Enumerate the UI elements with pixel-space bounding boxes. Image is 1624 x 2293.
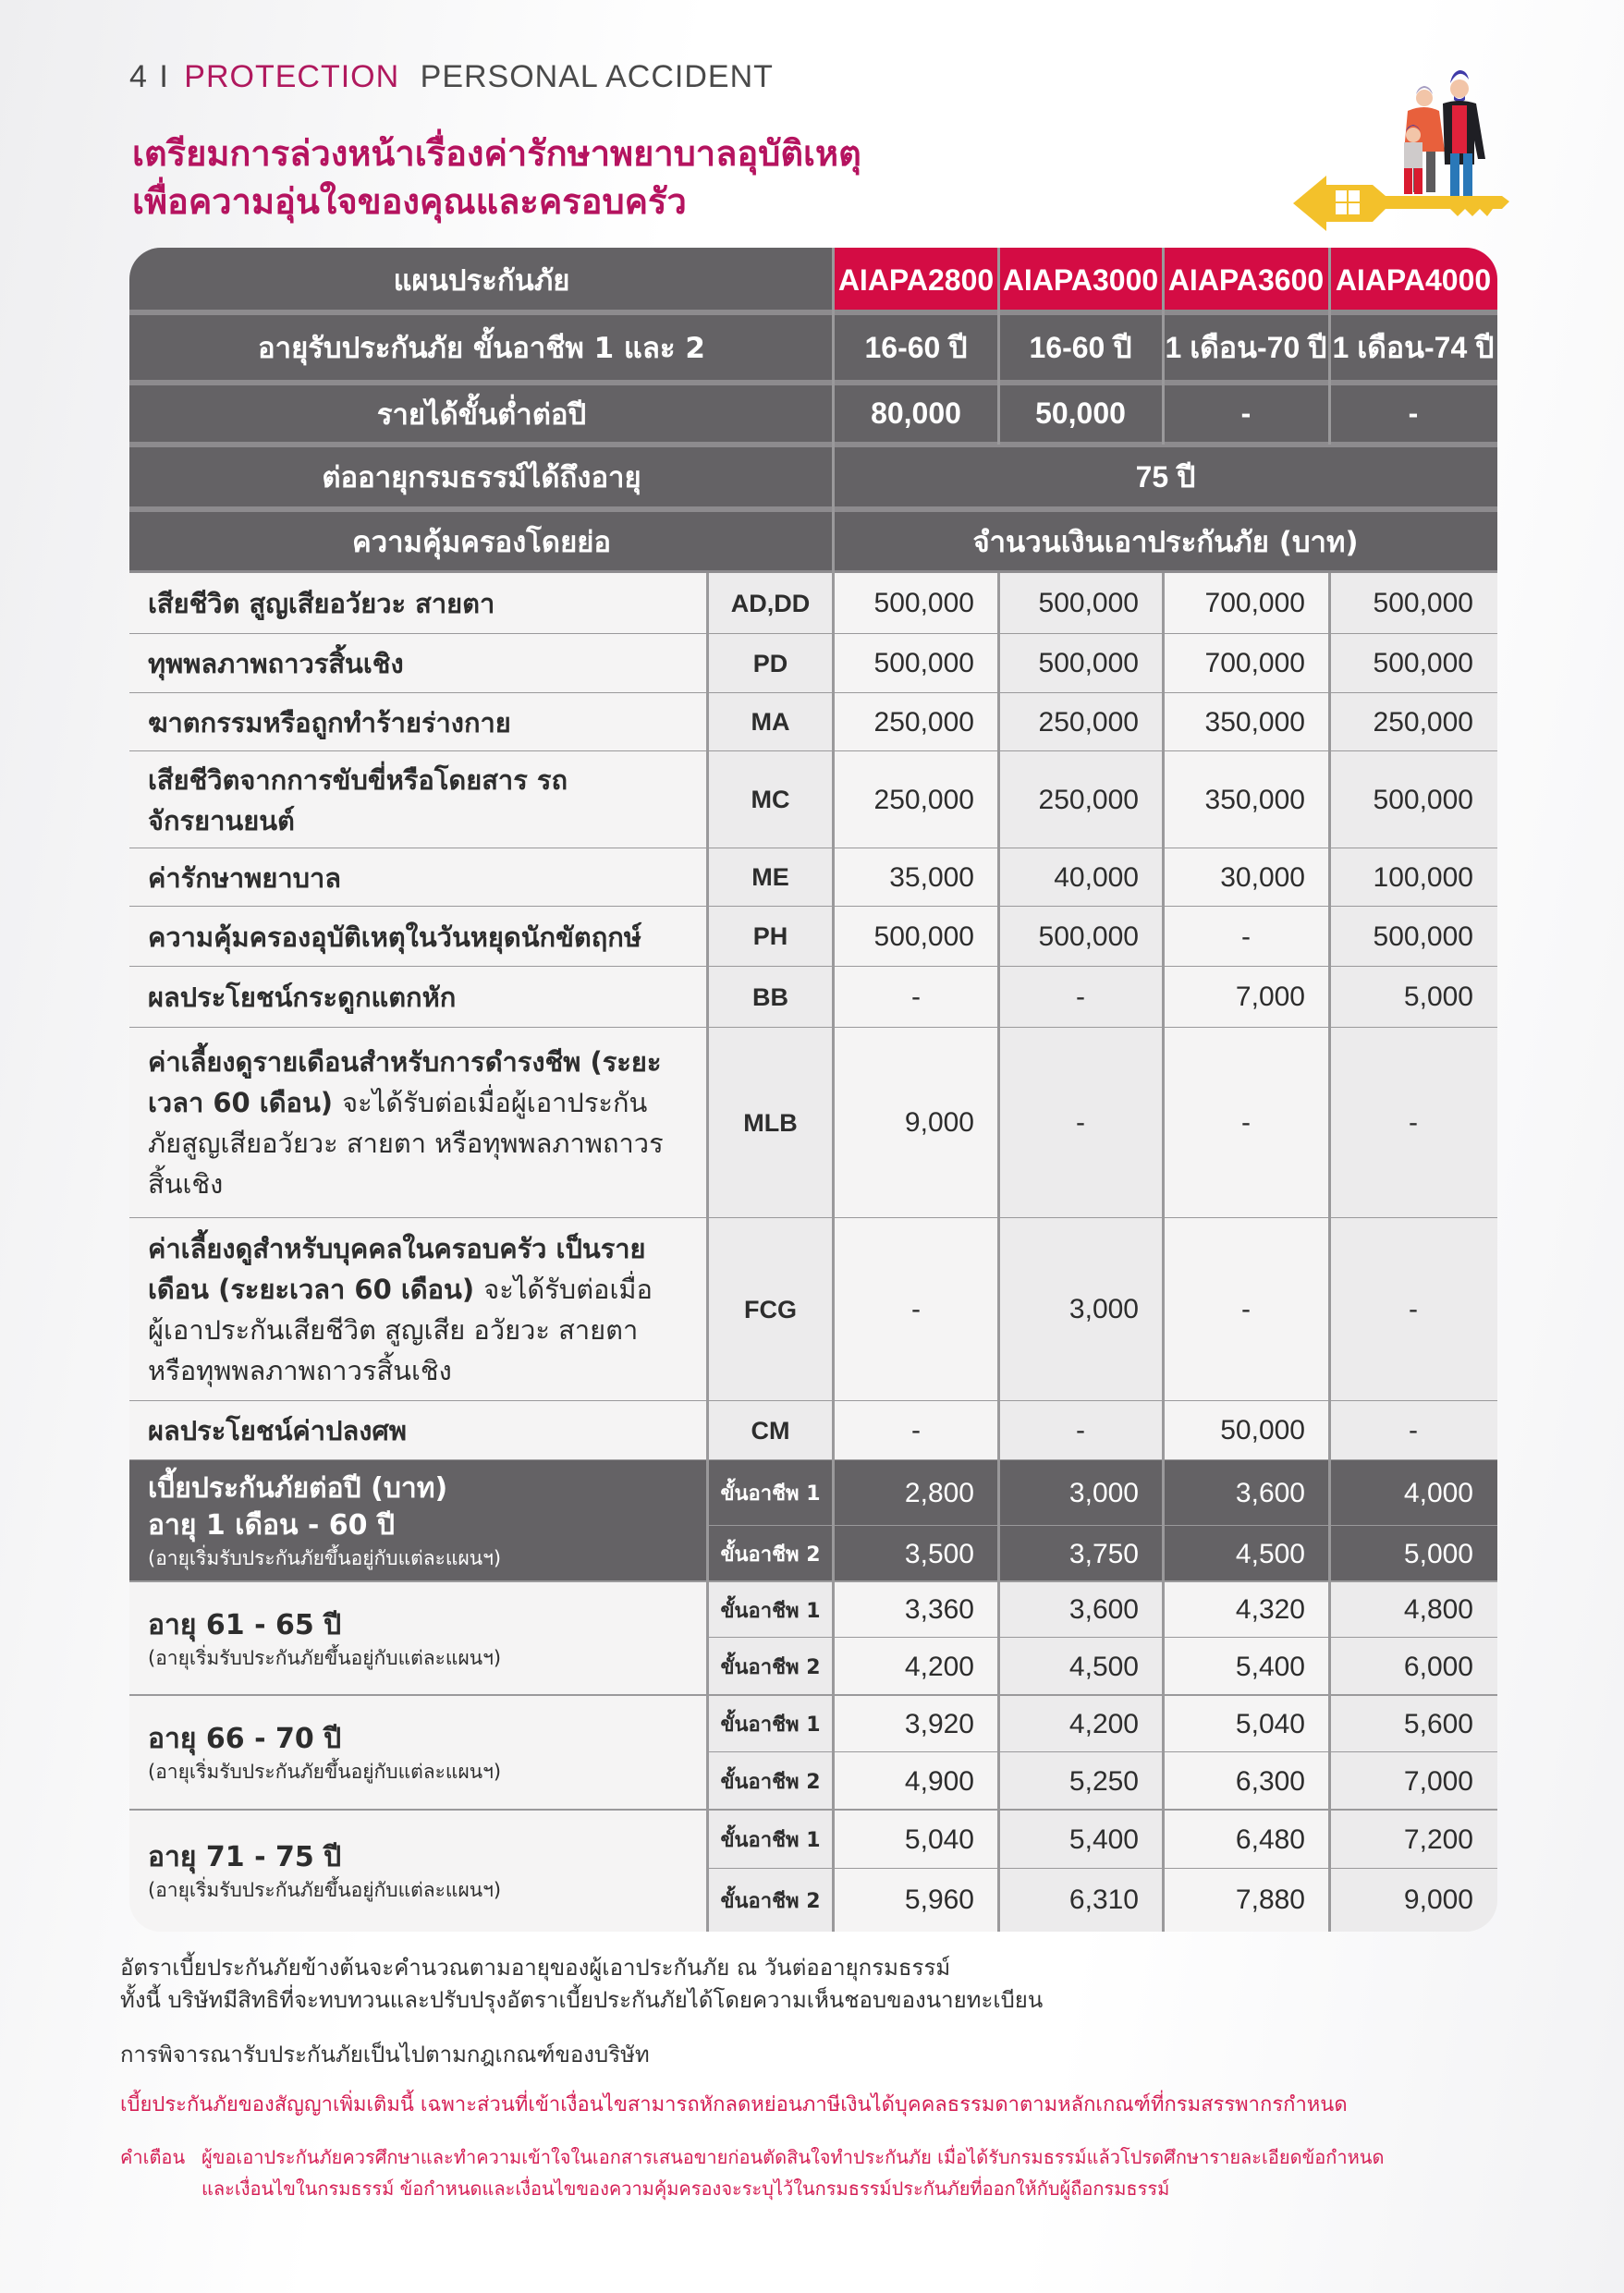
column-divider bbox=[997, 573, 1000, 1460]
premium-value: 3,750 bbox=[998, 1526, 1163, 1582]
benefit-title: ค่ารักษาพยาบาล bbox=[148, 861, 342, 894]
occupation-class: ขั้นอาชีพ 1 bbox=[707, 1811, 834, 1869]
entry-age-value: 16-60 ปี bbox=[998, 312, 1163, 383]
premium-age-range: อายุ 66 - 70 ปี bbox=[148, 1723, 342, 1755]
premium-value: 5,960 bbox=[834, 1869, 998, 1932]
premium-value: 4,200 bbox=[998, 1696, 1163, 1752]
benefit-title: ผลประโยชน์กระดูกแตกหัก bbox=[148, 982, 457, 1013]
premium-value: 5,040 bbox=[1163, 1696, 1329, 1752]
benefit-value: 250,000 bbox=[834, 751, 998, 848]
occupation-class: ขั้นอาชีพ 1 bbox=[707, 1460, 834, 1526]
premium-age-group bbox=[129, 1460, 707, 1582]
benefit-condition: จะได้รับต่อเมื่อผู้เอาประกันภัยสูญเสียอวัยวะ สายตา หรือทุพพลภาพถาวรสิ้นเชิง bbox=[148, 1087, 664, 1200]
benefit-label bbox=[129, 1028, 707, 1218]
benefit-title: เสียชีวิตจากการขับขี่หรือโดยสาร รถจักรยานยนต์ bbox=[148, 763, 568, 836]
premium-value: 4,200 bbox=[834, 1638, 998, 1696]
renewal-age-label: ต่ออายุกรมธรรม์ได้ถึงอายุ bbox=[129, 445, 834, 509]
premium-age-range: อายุ 1 เดือน - 60 ปี bbox=[148, 1509, 396, 1542]
benefit-title: เสียชีวิต สูญเสียอวัยวะ สายตา bbox=[148, 588, 495, 619]
benefit-label bbox=[129, 848, 707, 907]
premium-value: 4,900 bbox=[834, 1752, 998, 1811]
column-divider bbox=[706, 573, 709, 1460]
benefit-value: 9,000 bbox=[834, 1028, 998, 1218]
premium-value: 3,920 bbox=[834, 1696, 998, 1752]
benefit-value: 250,000 bbox=[1329, 693, 1497, 751]
key-icon bbox=[1293, 176, 1509, 231]
benefit-value: 35,000 bbox=[834, 848, 998, 907]
renewal-age-value: 75 ปี bbox=[834, 445, 1497, 509]
warning-label: คำเตือน bbox=[120, 2146, 186, 2168]
benefit-value: - bbox=[1329, 1401, 1497, 1460]
benefit-value: 500,000 bbox=[1329, 573, 1497, 634]
benefit-label bbox=[129, 573, 707, 634]
benefit-value: 40,000 bbox=[998, 848, 1163, 907]
benefit-value: 500,000 bbox=[834, 907, 998, 967]
premium-age-range: อายุ 71 - 75 ปี bbox=[148, 1840, 342, 1873]
benefit-label bbox=[129, 907, 707, 967]
column-divider bbox=[997, 1460, 1000, 1932]
premium-age-note: (อายุเริ่มรับประกันภัยขึ้นอยู่กับแต่ละแผนฯ) bbox=[148, 1547, 502, 1569]
premium-age-group bbox=[129, 1696, 707, 1811]
min-income-value: 80,000 bbox=[834, 383, 998, 445]
column-divider bbox=[1328, 1460, 1331, 1932]
row-divider bbox=[129, 380, 1497, 385]
premium-value: 4,500 bbox=[998, 1638, 1163, 1696]
benefit-value: - bbox=[834, 1218, 998, 1401]
premium-age-group bbox=[129, 1811, 707, 1932]
column-divider bbox=[706, 1460, 709, 1932]
benefit-value: 700,000 bbox=[1163, 634, 1329, 693]
benefit-title: ค่าเลี้ยงดูรายเดือนสำหรับการดำรงชีพ (ระยะเวลา 60 เดือน) bbox=[148, 1046, 662, 1118]
benefit-value: 7,000 bbox=[1163, 967, 1329, 1028]
sum-insured-label: จำนวนเงินเอาประกันภัย (บาท) bbox=[834, 509, 1497, 573]
benefit-value: 500,000 bbox=[998, 573, 1163, 634]
benefit-code: AD,DD bbox=[707, 573, 834, 634]
plan-name-aiapa4000: AIAPA4000 bbox=[1329, 248, 1497, 312]
premium-value: 4,500 bbox=[1163, 1526, 1329, 1582]
benefit-value: - bbox=[1163, 907, 1329, 967]
occupation-class: ขั้นอาชีพ 2 bbox=[707, 1638, 834, 1696]
premium-value: 5,400 bbox=[998, 1811, 1163, 1869]
benefit-value: - bbox=[998, 1028, 1163, 1218]
benefit-value: - bbox=[1163, 1028, 1329, 1218]
plan-name-aiapa3000: AIAPA3000 bbox=[998, 248, 1163, 312]
note-premium-calculation: อัตราเบี้ยประกันภัยข้างต้นจะคำนวณตามอายุของผู้เอาประกันภัย ณ วันต่ออายุกรมธรรม์ bbox=[120, 1955, 951, 1981]
headline-line-2: เพื่อความอุ่นใจของคุณและครอบครัว bbox=[132, 181, 687, 222]
min-income-value: 50,000 bbox=[998, 383, 1163, 445]
premium-value: 6,300 bbox=[1163, 1752, 1329, 1811]
benefit-value: 350,000 bbox=[1163, 751, 1329, 848]
premium-age-note: (อายุเริ่มรับประกันภัยขึ้นอยู่กับแต่ละแผนฯ) bbox=[148, 1761, 502, 1783]
benefit-code: MLB bbox=[707, 1028, 834, 1218]
entry-age-value: 1 เดือน-74 ปี bbox=[1329, 312, 1497, 383]
benefit-value: - bbox=[1329, 1218, 1497, 1401]
premium-value: 5,250 bbox=[998, 1752, 1163, 1811]
benefit-title: ผลประโยชน์ค่าปลงศพ bbox=[148, 1415, 407, 1446]
benefit-title: ฆาตกรรมหรือถูกทำร้ายร่างกาย bbox=[148, 706, 511, 738]
benefit-code: CM bbox=[707, 1401, 834, 1460]
benefit-value: 3,000 bbox=[998, 1218, 1163, 1401]
benefit-value: 5,000 bbox=[1329, 967, 1497, 1028]
entry-age-value: 1 เดือน-70 ปี bbox=[1163, 312, 1329, 383]
warning-line-2: และเงื่อนไขในกรมธรรม์ ข้อกำหนดและเงื่อนไขของความคุ้มครองจะระบุไว้ในกรมธรรม์ประกันภัยที่ออกให้กับผู้ถือกรมธรรม์ bbox=[201, 2177, 1170, 2200]
father-figure bbox=[1443, 70, 1485, 196]
benefit-condition: จะได้รับต่อเมื่อผู้เอาประกันเสียชีวิต สูญเสีย อวัยวะ สายตา หรือทุพพลภาพถาวรสิ้นเชิง bbox=[148, 1274, 653, 1386]
occupation-class: ขั้นอาชีพ 2 bbox=[707, 1869, 834, 1932]
premium-value: 7,200 bbox=[1329, 1811, 1497, 1869]
premium-value: 9,000 bbox=[1329, 1869, 1497, 1932]
benefit-code: FCG bbox=[707, 1218, 834, 1401]
headline-line-1: เตรียมการล่วงหน้าเรื่องค่ารักษาพยาบาลอุบัติเหตุ bbox=[132, 133, 861, 174]
occupation-class: ขั้นอาชีพ 2 bbox=[707, 1526, 834, 1582]
premium-value: 4,000 bbox=[1329, 1460, 1497, 1526]
column-divider bbox=[997, 248, 1000, 445]
row-divider bbox=[129, 310, 1497, 315]
column-divider bbox=[1328, 573, 1331, 1460]
column-divider bbox=[832, 248, 835, 573]
column-divider bbox=[1162, 573, 1165, 1460]
benefit-value: 100,000 bbox=[1329, 848, 1497, 907]
premium-title: เบี้ยประกันภัยต่อปี (บาท) bbox=[148, 1472, 448, 1505]
benefit-value: - bbox=[998, 967, 1163, 1028]
header-separator: I bbox=[159, 59, 169, 94]
column-divider bbox=[1162, 248, 1165, 445]
row-divider bbox=[129, 442, 1497, 447]
subsection-title: PERSONAL ACCIDENT bbox=[420, 59, 774, 94]
premium-value: 4,800 bbox=[1329, 1582, 1497, 1638]
benefit-label bbox=[129, 751, 707, 848]
benefit-value: - bbox=[834, 967, 998, 1028]
premium-value: 6,000 bbox=[1329, 1638, 1497, 1696]
benefit-code: MA bbox=[707, 693, 834, 751]
benefit-title: ความคุ้มครองอุบัติเหตุในวันหยุดนักขัตฤกษ์ bbox=[148, 921, 641, 953]
premium-value: 4,320 bbox=[1163, 1582, 1329, 1638]
benefit-value: 700,000 bbox=[1163, 573, 1329, 634]
benefit-label bbox=[129, 1218, 707, 1401]
benefit-code: BB bbox=[707, 967, 834, 1028]
benefit-value: 500,000 bbox=[1329, 907, 1497, 967]
benefit-code: PH bbox=[707, 907, 834, 967]
entry-age-label: อายุรับประกันภัย ขั้นอาชีพ 1 และ 2 bbox=[129, 312, 834, 383]
min-income-value: - bbox=[1163, 383, 1329, 445]
premium-value: 5,600 bbox=[1329, 1696, 1497, 1752]
premium-value: 5,000 bbox=[1329, 1526, 1497, 1582]
row-divider bbox=[129, 506, 1497, 512]
premium-value: 7,000 bbox=[1329, 1752, 1497, 1811]
premium-value: 3,600 bbox=[1163, 1460, 1329, 1526]
page-number: 4 bbox=[129, 59, 148, 94]
coverage-summary-label: ความคุ้มครองโดยย่อ bbox=[129, 509, 834, 573]
benefit-value: 500,000 bbox=[998, 634, 1163, 693]
premium-value: 2,800 bbox=[834, 1460, 998, 1526]
benefit-label bbox=[129, 634, 707, 693]
benefit-label bbox=[129, 693, 707, 751]
occupation-class: ขั้นอาชีพ 1 bbox=[707, 1582, 834, 1638]
warning-line-1: ผู้ขอเอาประกันภัยควรศึกษาและทำความเข้าใจในเอกสารเสนอขายก่อนตัดสินใจทำประกันภัย เมื่อได้รับกรมธรรม์แล้วโปรดศึกษารายละเอียดข้อกำหนด bbox=[201, 2146, 1385, 2168]
headline bbox=[132, 129, 964, 226]
benefit-value: 30,000 bbox=[1163, 848, 1329, 907]
section-title: PROTECTION bbox=[184, 59, 400, 94]
benefit-value: - bbox=[834, 1401, 998, 1460]
premium-value: 3,000 bbox=[998, 1460, 1163, 1526]
benefit-value: - bbox=[1329, 1028, 1497, 1218]
plan-comparison-table bbox=[129, 248, 1497, 1932]
plan-header-label: แผนประกันภัย bbox=[129, 248, 834, 312]
premium-age-range: อายุ 61 - 65 ปี bbox=[148, 1608, 342, 1641]
benefit-title: ค่าเลี้ยงดูสำหรับบุคคลในครอบครัว เป็นรายเดือน (ระยะเวลา 60 เดือน) bbox=[148, 1233, 646, 1305]
benefit-value: 250,000 bbox=[998, 751, 1163, 848]
occupation-class: ขั้นอาชีพ 2 bbox=[707, 1752, 834, 1811]
benefit-label bbox=[129, 967, 707, 1028]
note-underwriting: การพิจารณารับประกันภัยเป็นไปตามกฎเกณฑ์ของบริษัท bbox=[120, 2042, 650, 2067]
benefit-code: ME bbox=[707, 848, 834, 907]
premium-age-group bbox=[129, 1582, 707, 1696]
benefit-label bbox=[129, 1401, 707, 1460]
premium-value: 6,310 bbox=[998, 1869, 1163, 1932]
benefit-value: 500,000 bbox=[834, 634, 998, 693]
min-income-label: รายได้ขั้นต่ำต่อปี bbox=[129, 383, 834, 445]
benefit-value: 250,000 bbox=[834, 693, 998, 751]
premium-age-note: (อายุเริ่มรับประกันภัยขึ้นอยู่กับแต่ละแผนฯ) bbox=[148, 1646, 502, 1669]
plan-name-aiapa2800: AIAPA2800 bbox=[834, 248, 998, 312]
benefit-value: 500,000 bbox=[1329, 634, 1497, 693]
premium-value: 3,600 bbox=[998, 1582, 1163, 1638]
premium-value: 3,500 bbox=[834, 1526, 998, 1582]
benefit-value: 500,000 bbox=[834, 573, 998, 634]
column-divider bbox=[832, 573, 835, 1460]
premium-value: 6,480 bbox=[1163, 1811, 1329, 1869]
benefit-value: 350,000 bbox=[1163, 693, 1329, 751]
column-divider bbox=[1328, 248, 1331, 445]
page-header bbox=[129, 59, 774, 102]
benefit-value: 50,000 bbox=[1163, 1401, 1329, 1460]
premium-age-note: (อายุเริ่มรับประกันภัยขึ้นอยู่กับแต่ละแผนฯ) bbox=[148, 1878, 502, 1901]
benefit-value: 500,000 bbox=[998, 907, 1163, 967]
benefit-value: - bbox=[998, 1401, 1163, 1460]
premium-value: 5,400 bbox=[1163, 1638, 1329, 1696]
plan-name-aiapa3600: AIAPA3600 bbox=[1163, 248, 1329, 312]
benefit-code: MC bbox=[707, 751, 834, 848]
family-on-key-illustration bbox=[1289, 37, 1520, 250]
benefit-title: ทุพพลภาพถาวรสิ้นเชิง bbox=[148, 648, 404, 679]
note-rate-review: ทั้งนี้ บริษัทมีสิทธิที่จะทบทวนและปรับปรุงอัตราเบี้ยประกันภัยได้โดยความเห็นชอบของนายทะเบียน bbox=[120, 1987, 1044, 2013]
premium-value: 3,360 bbox=[834, 1582, 998, 1638]
benefit-value: - bbox=[1163, 1218, 1329, 1401]
occupation-class: ขั้นอาชีพ 1 bbox=[707, 1696, 834, 1752]
premium-value: 7,880 bbox=[1163, 1869, 1329, 1932]
benefit-value: 500,000 bbox=[1329, 751, 1497, 848]
min-income-value: - bbox=[1329, 383, 1497, 445]
benefit-code: PD bbox=[707, 634, 834, 693]
note-tax-deduction: เบี้ยประกันภัยของสัญญาเพิ่มเติมนี้ เฉพาะส่วนที่เข้าเงื่อนไขสามารถหักลดหย่อนภาษีเงินได้บุคคลธรรมดาตามหลักเกณฑ์ที่กรมสรรพากรกำหนด bbox=[120, 2093, 1348, 2116]
benefit-value: 250,000 bbox=[998, 693, 1163, 751]
column-divider bbox=[832, 1460, 835, 1932]
column-divider bbox=[1162, 1460, 1165, 1932]
premium-value: 5,040 bbox=[834, 1811, 998, 1869]
entry-age-value: 16-60 ปี bbox=[834, 312, 998, 383]
